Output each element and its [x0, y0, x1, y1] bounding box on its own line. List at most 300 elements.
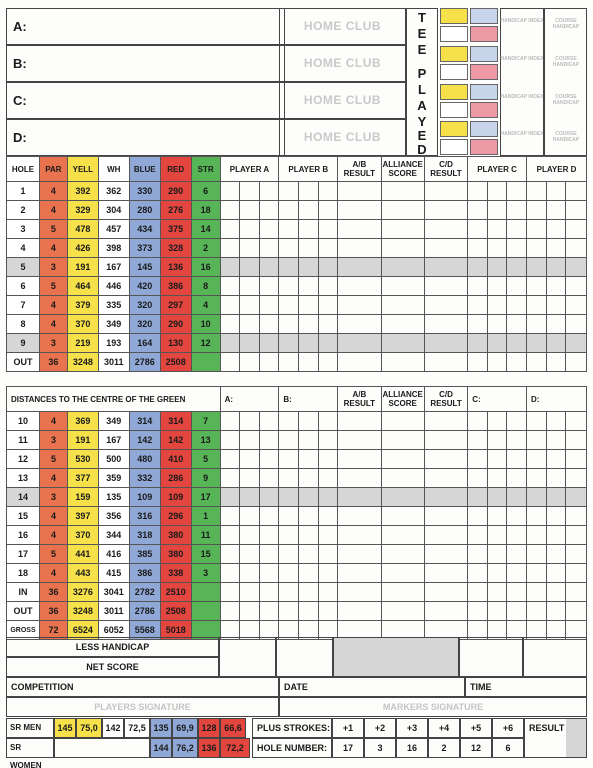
player-d-score-cell[interactable]	[526, 220, 546, 239]
player-b-score-cell[interactable]	[279, 201, 299, 220]
player-c-score-cell[interactable]	[468, 412, 488, 431]
player-b-score-cell[interactable]	[298, 296, 318, 315]
player-a-score-cell[interactable]	[240, 220, 260, 239]
player-b-score-cell[interactable]	[279, 258, 299, 277]
alliance-score-cell[interactable]	[381, 315, 424, 334]
player-c-score-cell[interactable]	[487, 182, 507, 201]
player-b-score-cell[interactable]	[298, 239, 318, 258]
player-c-score-cell[interactable]	[507, 545, 527, 564]
tee-white-c[interactable]	[440, 102, 468, 118]
player-c-score-cell[interactable]	[507, 526, 527, 545]
ab-result-cell[interactable]	[338, 201, 381, 220]
player-c-score-cell[interactable]	[468, 296, 488, 315]
player-a-score-cell[interactable]	[259, 353, 279, 372]
player-a-score-cell[interactable]	[259, 564, 279, 583]
player-d-score-cell[interactable]	[526, 507, 546, 526]
player-a-score-cell[interactable]	[259, 583, 279, 602]
cd-result-cell[interactable]	[424, 201, 467, 220]
player-c-score-cell[interactable]	[487, 545, 507, 564]
player-c-score-cell[interactable]	[507, 450, 527, 469]
player-c-score-cell[interactable]	[507, 296, 527, 315]
cd-result-cell[interactable]	[424, 353, 467, 372]
player-b-score-cell[interactable]	[298, 507, 318, 526]
player-d-score-cell[interactable]	[546, 258, 566, 277]
player-c-score-cell[interactable]	[507, 315, 527, 334]
player-b-score-cell[interactable]	[298, 526, 318, 545]
player-c-score-cell[interactable]	[487, 353, 507, 372]
player-d-score-cell[interactable]	[546, 277, 566, 296]
player-d-score-cell[interactable]	[526, 182, 546, 201]
player-d-score-cell[interactable]	[526, 602, 546, 621]
player-b-score-cell[interactable]	[318, 507, 338, 526]
player-a-score-cell[interactable]	[220, 277, 240, 296]
player-a-name-field[interactable]	[6, 8, 285, 45]
player-b-score-cell[interactable]	[318, 602, 338, 621]
player-b-score-cell[interactable]	[298, 315, 318, 334]
ab-result-cell[interactable]	[338, 488, 381, 507]
player-d-score-cell[interactable]	[546, 431, 566, 450]
cd-result-cell[interactable]	[424, 182, 467, 201]
competition-field[interactable]	[6, 677, 279, 697]
tee-blue-a[interactable]	[470, 8, 498, 24]
player-b-score-cell[interactable]	[318, 201, 338, 220]
cd-result-cell[interactable]	[424, 315, 467, 334]
player-d-home-club[interactable]: HOME CLUB	[279, 119, 406, 156]
player-a-score-cell[interactable]	[259, 545, 279, 564]
player-d-score-cell[interactable]	[546, 296, 566, 315]
alliance-score-cell[interactable]	[381, 526, 424, 545]
player-d-score-cell[interactable]	[526, 526, 546, 545]
net-b-cell[interactable]	[276, 637, 333, 677]
player-c-score-cell[interactable]	[468, 334, 488, 353]
cd-result-cell[interactable]	[424, 545, 467, 564]
player-b-score-cell[interactable]	[279, 353, 299, 372]
player-c-score-cell[interactable]	[487, 220, 507, 239]
ab-result-cell[interactable]	[338, 296, 381, 315]
player-d-score-cell[interactable]	[546, 507, 566, 526]
time-field[interactable]	[465, 677, 587, 697]
player-c-score-cell[interactable]	[468, 583, 488, 602]
alliance-score-cell[interactable]	[381, 334, 424, 353]
cd-result-cell[interactable]	[424, 583, 467, 602]
tee-red-c[interactable]	[470, 102, 498, 118]
player-c-score-cell[interactable]	[487, 507, 507, 526]
alliance-score-cell[interactable]	[381, 201, 424, 220]
net-a-cell[interactable]	[219, 637, 276, 677]
player-d-score-cell[interactable]	[546, 564, 566, 583]
player-a-score-cell[interactable]	[240, 431, 260, 450]
cd-result-cell[interactable]	[424, 602, 467, 621]
player-a-score-cell[interactable]	[220, 469, 240, 488]
player-a-score-cell[interactable]	[220, 315, 240, 334]
player-d-score-cell[interactable]	[546, 488, 566, 507]
player-d-score-cell[interactable]	[526, 412, 546, 431]
tee-red-b[interactable]	[470, 64, 498, 80]
player-d-score-cell[interactable]	[526, 296, 546, 315]
player-d-score-cell[interactable]	[566, 507, 587, 526]
net-d-cell[interactable]	[523, 637, 587, 677]
player-b-home-club[interactable]: HOME CLUB	[279, 45, 406, 82]
player-a-score-cell[interactable]	[259, 488, 279, 507]
player-a-score-cell[interactable]	[240, 277, 260, 296]
player-a-score-cell[interactable]	[259, 258, 279, 277]
player-d-score-cell[interactable]	[566, 220, 587, 239]
player-c-score-cell[interactable]	[507, 431, 527, 450]
player-d-score-cell[interactable]	[526, 277, 546, 296]
player-c-score-cell[interactable]	[468, 507, 488, 526]
player-a-score-cell[interactable]	[259, 334, 279, 353]
player-c-score-cell[interactable]	[487, 526, 507, 545]
player-c-score-cell[interactable]	[468, 431, 488, 450]
player-b-score-cell[interactable]	[279, 602, 299, 621]
player-a-score-cell[interactable]	[240, 564, 260, 583]
ab-result-cell[interactable]	[338, 526, 381, 545]
player-c-score-cell[interactable]	[487, 334, 507, 353]
player-b-score-cell[interactable]	[318, 315, 338, 334]
player-d-score-cell[interactable]	[526, 334, 546, 353]
ab-result-cell[interactable]	[338, 583, 381, 602]
player-c-score-cell[interactable]	[468, 258, 488, 277]
tee-blue-d[interactable]	[470, 121, 498, 137]
player-a-score-cell[interactable]	[259, 602, 279, 621]
player-c-score-cell[interactable]	[487, 258, 507, 277]
player-d-score-cell[interactable]	[566, 564, 587, 583]
player-a-score-cell[interactable]	[240, 353, 260, 372]
ab-result-cell[interactable]	[338, 450, 381, 469]
player-b-score-cell[interactable]	[279, 431, 299, 450]
player-a-score-cell[interactable]	[240, 602, 260, 621]
tee-blue-b[interactable]	[470, 46, 498, 62]
player-b-score-cell[interactable]	[318, 583, 338, 602]
cd-result-cell[interactable]	[424, 564, 467, 583]
player-b-score-cell[interactable]	[279, 545, 299, 564]
player-d-score-cell[interactable]	[546, 583, 566, 602]
player-a-score-cell[interactable]	[220, 488, 240, 507]
player-b-score-cell[interactable]	[298, 334, 318, 353]
player-a-score-cell[interactable]	[220, 258, 240, 277]
ab-result-cell[interactable]	[338, 564, 381, 583]
player-a-score-cell[interactable]	[240, 258, 260, 277]
player-b-score-cell[interactable]	[298, 353, 318, 372]
player-a-score-cell[interactable]	[259, 220, 279, 239]
player-b-score-cell[interactable]	[279, 239, 299, 258]
player-d-score-cell[interactable]	[566, 469, 587, 488]
alliance-score-cell[interactable]	[381, 450, 424, 469]
markers-signature-field[interactable]: MARKERS SIGNATURE	[279, 697, 587, 717]
players-signature-field[interactable]: PLAYERS SIGNATURE	[6, 697, 279, 717]
player-b-score-cell[interactable]	[318, 412, 338, 431]
ab-result-cell[interactable]	[338, 431, 381, 450]
player-c-score-cell[interactable]	[487, 201, 507, 220]
player-a-score-cell[interactable]	[259, 277, 279, 296]
player-b-score-cell[interactable]	[279, 526, 299, 545]
player-d-score-cell[interactable]	[546, 182, 566, 201]
player-c-score-cell[interactable]	[507, 220, 527, 239]
player-a-score-cell[interactable]	[220, 431, 240, 450]
player-a-score-cell[interactable]	[240, 334, 260, 353]
player-b-score-cell[interactable]	[279, 507, 299, 526]
cd-result-cell[interactable]	[424, 488, 467, 507]
player-b-score-cell[interactable]	[318, 488, 338, 507]
player-c-score-cell[interactable]	[507, 507, 527, 526]
player-b-score-cell[interactable]	[298, 277, 318, 296]
player-a-score-cell[interactable]	[220, 353, 240, 372]
player-d-score-cell[interactable]	[566, 431, 587, 450]
player-d-score-cell[interactable]	[526, 353, 546, 372]
cd-result-cell[interactable]	[424, 334, 467, 353]
alliance-score-cell[interactable]	[381, 488, 424, 507]
alliance-score-cell[interactable]	[381, 239, 424, 258]
player-a-score-cell[interactable]	[259, 182, 279, 201]
tee-yellow-d[interactable]	[440, 121, 468, 137]
alliance-score-cell[interactable]	[381, 258, 424, 277]
player-d-score-cell[interactable]	[566, 334, 587, 353]
player-c-score-cell[interactable]	[507, 412, 527, 431]
player-c-score-cell[interactable]	[487, 469, 507, 488]
player-a-score-cell[interactable]	[240, 545, 260, 564]
player-b-score-cell[interactable]	[318, 277, 338, 296]
player-a-score-cell[interactable]	[240, 469, 260, 488]
alliance-score-cell[interactable]	[381, 545, 424, 564]
player-c-score-cell[interactable]	[487, 412, 507, 431]
player-d-score-cell[interactable]	[546, 469, 566, 488]
date-field[interactable]	[279, 677, 465, 697]
player-c-score-cell[interactable]	[507, 564, 527, 583]
player-d-score-cell[interactable]	[566, 353, 587, 372]
player-d-score-cell[interactable]	[526, 258, 546, 277]
player-d-score-cell[interactable]	[526, 450, 546, 469]
player-b-score-cell[interactable]	[298, 469, 318, 488]
player-b-score-cell[interactable]	[298, 412, 318, 431]
alliance-score-cell[interactable]	[381, 182, 424, 201]
player-c-score-cell[interactable]	[507, 469, 527, 488]
tee-white-a[interactable]	[440, 26, 468, 42]
player-b-score-cell[interactable]	[318, 450, 338, 469]
player-d-score-cell[interactable]	[546, 353, 566, 372]
player-a-score-cell[interactable]	[240, 412, 260, 431]
player-d-score-cell[interactable]	[566, 412, 587, 431]
player-d-score-cell[interactable]	[566, 583, 587, 602]
player-b-score-cell[interactable]	[298, 602, 318, 621]
player-c-score-cell[interactable]	[507, 277, 527, 296]
player-b-score-cell[interactable]	[279, 220, 299, 239]
cd-result-cell[interactable]	[424, 296, 467, 315]
cd-result-cell[interactable]	[424, 412, 467, 431]
player-b-score-cell[interactable]	[298, 431, 318, 450]
player-d-score-cell[interactable]	[546, 334, 566, 353]
player-a-score-cell[interactable]	[220, 450, 240, 469]
tee-yellow-a[interactable]	[440, 8, 468, 24]
player-c-score-cell[interactable]	[507, 488, 527, 507]
player-c-score-cell[interactable]	[507, 602, 527, 621]
player-c-score-cell[interactable]	[468, 450, 488, 469]
cd-result-cell[interactable]	[424, 239, 467, 258]
player-d-score-cell[interactable]	[566, 239, 587, 258]
player-a-score-cell[interactable]	[240, 315, 260, 334]
ab-result-cell[interactable]	[338, 353, 381, 372]
player-b-score-cell[interactable]	[298, 583, 318, 602]
cd-result-cell[interactable]	[424, 431, 467, 450]
player-c-score-cell[interactable]	[487, 583, 507, 602]
ab-result-cell[interactable]	[338, 182, 381, 201]
tee-white-d[interactable]	[440, 139, 468, 155]
player-a-score-cell[interactable]	[220, 239, 240, 258]
alliance-score-cell[interactable]	[381, 431, 424, 450]
player-c-score-cell[interactable]	[507, 239, 527, 258]
cd-result-cell[interactable]	[424, 507, 467, 526]
player-d-score-cell[interactable]	[566, 526, 587, 545]
ab-result-cell[interactable]	[338, 220, 381, 239]
player-a-score-cell[interactable]	[240, 296, 260, 315]
ab-result-cell[interactable]	[338, 315, 381, 334]
player-a-score-cell[interactable]	[240, 239, 260, 258]
cd-result-cell[interactable]	[424, 450, 467, 469]
alliance-score-cell[interactable]	[381, 583, 424, 602]
player-c-score-cell[interactable]	[487, 296, 507, 315]
ab-result-cell[interactable]	[338, 507, 381, 526]
player-c-score-cell[interactable]	[487, 239, 507, 258]
player-a-score-cell[interactable]	[220, 564, 240, 583]
player-c-score-cell[interactable]	[468, 469, 488, 488]
player-c-score-cell[interactable]	[468, 545, 488, 564]
player-a-score-cell[interactable]	[220, 583, 240, 602]
ab-result-cell[interactable]	[338, 602, 381, 621]
player-a-score-cell[interactable]	[220, 507, 240, 526]
player-b-score-cell[interactable]	[279, 469, 299, 488]
player-c-score-cell[interactable]	[507, 258, 527, 277]
player-c-name-field[interactable]	[6, 82, 285, 119]
player-c-score-cell[interactable]	[487, 431, 507, 450]
player-d-score-cell[interactable]	[566, 602, 587, 621]
player-a-score-cell[interactable]	[259, 239, 279, 258]
player-d-score-cell[interactable]	[546, 315, 566, 334]
alliance-score-cell[interactable]	[381, 296, 424, 315]
player-d-score-cell[interactable]	[546, 545, 566, 564]
player-b-score-cell[interactable]	[298, 201, 318, 220]
cd-result-cell[interactable]	[424, 526, 467, 545]
player-d-score-cell[interactable]	[566, 258, 587, 277]
player-c-score-cell[interactable]	[468, 315, 488, 334]
player-c-score-cell[interactable]	[468, 526, 488, 545]
player-b-score-cell[interactable]	[318, 182, 338, 201]
player-b-score-cell[interactable]	[279, 412, 299, 431]
player-a-score-cell[interactable]	[240, 583, 260, 602]
player-c-score-cell[interactable]	[507, 334, 527, 353]
player-c-score-cell[interactable]	[487, 564, 507, 583]
player-b-score-cell[interactable]	[279, 334, 299, 353]
player-b-score-cell[interactable]	[318, 564, 338, 583]
player-c-score-cell[interactable]	[468, 182, 488, 201]
player-a-score-cell[interactable]	[220, 201, 240, 220]
alliance-score-cell[interactable]	[381, 507, 424, 526]
player-a-score-cell[interactable]	[240, 507, 260, 526]
alliance-score-cell[interactable]	[381, 469, 424, 488]
player-a-score-cell[interactable]	[240, 182, 260, 201]
player-a-score-cell[interactable]	[259, 296, 279, 315]
player-b-score-cell[interactable]	[298, 450, 318, 469]
player-b-score-cell[interactable]	[298, 488, 318, 507]
player-a-score-cell[interactable]	[220, 220, 240, 239]
player-d-score-cell[interactable]	[546, 201, 566, 220]
ab-result-cell[interactable]	[338, 277, 381, 296]
player-a-score-cell[interactable]	[259, 507, 279, 526]
player-a-score-cell[interactable]	[259, 450, 279, 469]
player-d-score-cell[interactable]	[526, 239, 546, 258]
player-c-score-cell[interactable]	[468, 220, 488, 239]
player-d-score-cell[interactable]	[546, 450, 566, 469]
player-d-score-cell[interactable]	[526, 201, 546, 220]
player-c-home-club[interactable]: HOME CLUB	[279, 82, 406, 119]
tee-red-a[interactable]	[470, 26, 498, 42]
ab-result-cell[interactable]	[338, 334, 381, 353]
player-c-score-cell[interactable]	[487, 315, 507, 334]
player-d-score-cell[interactable]	[546, 526, 566, 545]
player-d-score-cell[interactable]	[526, 431, 546, 450]
player-d-name-field[interactable]	[6, 119, 285, 156]
player-c-score-cell[interactable]	[468, 201, 488, 220]
player-b-score-cell[interactable]	[318, 296, 338, 315]
player-d-score-cell[interactable]	[566, 488, 587, 507]
player-a-score-cell[interactable]	[259, 315, 279, 334]
player-c-score-cell[interactable]	[507, 353, 527, 372]
alliance-score-cell[interactable]	[381, 602, 424, 621]
player-b-score-cell[interactable]	[318, 258, 338, 277]
player-c-score-cell[interactable]	[468, 277, 488, 296]
player-b-score-cell[interactable]	[279, 450, 299, 469]
player-d-score-cell[interactable]	[566, 315, 587, 334]
player-c-score-cell[interactable]	[507, 583, 527, 602]
player-d-score-cell[interactable]	[546, 239, 566, 258]
player-b-score-cell[interactable]	[318, 526, 338, 545]
player-c-score-cell[interactable]	[468, 488, 488, 507]
player-a-score-cell[interactable]	[240, 526, 260, 545]
player-b-score-cell[interactable]	[279, 564, 299, 583]
player-d-score-cell[interactable]	[566, 450, 587, 469]
player-b-score-cell[interactable]	[318, 239, 338, 258]
player-a-score-cell[interactable]	[220, 526, 240, 545]
player-a-score-cell[interactable]	[220, 182, 240, 201]
player-b-score-cell[interactable]	[279, 583, 299, 602]
ab-result-cell[interactable]	[338, 239, 381, 258]
player-b-score-cell[interactable]	[298, 182, 318, 201]
player-b-name-field[interactable]	[6, 45, 285, 82]
player-d-score-cell[interactable]	[546, 220, 566, 239]
player-a-score-cell[interactable]	[240, 450, 260, 469]
player-a-score-cell[interactable]	[220, 412, 240, 431]
player-d-score-cell[interactable]	[566, 296, 587, 315]
tee-blue-c[interactable]	[470, 84, 498, 100]
tee-yellow-c[interactable]	[440, 84, 468, 100]
player-d-score-cell[interactable]	[546, 602, 566, 621]
player-c-score-cell[interactable]	[507, 182, 527, 201]
player-a-score-cell[interactable]	[259, 412, 279, 431]
cd-result-cell[interactable]	[424, 469, 467, 488]
player-c-score-cell[interactable]	[487, 602, 507, 621]
tee-yellow-b[interactable]	[440, 46, 468, 62]
alliance-score-cell[interactable]	[381, 412, 424, 431]
player-a-score-cell[interactable]	[259, 431, 279, 450]
alliance-score-cell[interactable]	[381, 220, 424, 239]
player-b-score-cell[interactable]	[298, 220, 318, 239]
ab-result-cell[interactable]	[338, 545, 381, 564]
cd-result-cell[interactable]	[424, 220, 467, 239]
tee-red-d[interactable]	[470, 139, 498, 155]
player-a-score-cell[interactable]	[240, 488, 260, 507]
player-c-score-cell[interactable]	[487, 488, 507, 507]
player-a-score-cell[interactable]	[259, 201, 279, 220]
player-b-score-cell[interactable]	[279, 277, 299, 296]
player-b-score-cell[interactable]	[298, 545, 318, 564]
